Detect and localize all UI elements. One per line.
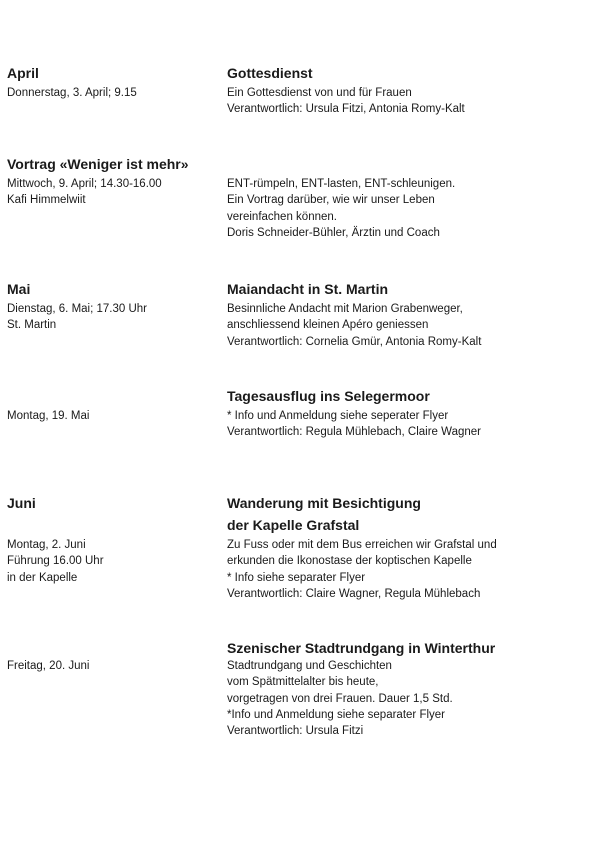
event-description-line: Verantwortlich: Ursula Fitzi, Antonia Romy-Kalt (227, 103, 465, 116)
event-date-line: Montag, 19. Mai (7, 410, 90, 422)
event-description-line: anschliessend kleinen Apéro geniessen (227, 319, 429, 332)
event-title: Wanderung mit Besichtigung (227, 495, 421, 511)
event-description-line: Stadtrundgang und Geschichten (227, 660, 392, 672)
event-description (227, 176, 455, 241)
event-description-line: * Info siehe separater Flyer (227, 571, 366, 584)
event-description-line: * Info und Anmeldung siehe seperater Flyer (227, 410, 449, 422)
event-date-line: Mittwoch, 9. April; 14.30-16.00 (7, 178, 162, 190)
event-date-line: Donnerstag, 3. April; 9.15 (7, 87, 137, 99)
event-description (227, 537, 497, 602)
event-description-line: Verantwortlich: Cornelia Gmür, Antonia Romy-Kalt (227, 335, 482, 348)
event-date (7, 408, 89, 424)
event-description (227, 658, 453, 739)
event-description-line: Besinnliche Andacht mit Marion Grabenweger, (227, 303, 463, 315)
event-title: Gottesdienst (227, 65, 313, 81)
event-description-line: vorgetragen von drei Frauen. Dauer 1,5 Std. (227, 692, 453, 705)
event-location: St. Martin (7, 319, 57, 332)
event-date-line: Montag, 2. Juni (7, 539, 86, 551)
event-description-line: vereinfachen können. (227, 210, 337, 223)
event-date (7, 176, 162, 209)
event-description-line: Ein Gottesdienst von und für Frauen (227, 87, 412, 99)
event-description (227, 301, 481, 350)
event-description-line: Doris Schneider-Bühler, Ärztin und Coach (227, 226, 440, 239)
event-title-vortrag: Vortrag «Weniger ist mehr» (7, 156, 189, 172)
event-location: in der Kapelle (7, 571, 78, 584)
event-description (227, 408, 481, 441)
event-description-line: Zu Fuss oder mit dem Bus erreichen wir Grafstal und (227, 539, 497, 551)
month-heading-mai: Mai (7, 281, 31, 297)
event-title: Maiandacht in St. Martin (227, 281, 389, 297)
event-date (7, 85, 137, 101)
event-time: Führung 16.00 Uhr (7, 555, 104, 568)
event-date (7, 658, 89, 674)
month-heading-april: April (7, 65, 39, 81)
event-description-line: Verantwortlich: Ursula Fitzi (227, 725, 364, 738)
event-title-line-2: der Kapelle Grafstal (227, 517, 360, 533)
event-description-line: Verantwortlich: Claire Wagner, Regula Mühlebach (227, 587, 481, 600)
month-heading-juni: Juni (7, 495, 36, 511)
event-date-line: Dienstag, 6. Mai; 17.30 Uhr (7, 303, 147, 315)
event-location: Kafi Himmelwiit (7, 194, 86, 207)
event-date (7, 301, 147, 334)
event-title: Tagesausflug ins Selegermoor (227, 388, 430, 404)
event-description-line: ENT-rümpeln, ENT-lasten, ENT-schleunigen. (227, 178, 456, 190)
event-description-line: Ein Vortrag darüber, wie wir unser Leben (227, 194, 435, 207)
event-description-line: *Info und Anmeldung siehe separater Flyer (227, 708, 445, 721)
event-date (7, 537, 104, 586)
event-description-line: vom Spätmittelalter bis heute, (227, 676, 379, 689)
event-title: Szenischer Stadtrundgang in Winterthur (227, 640, 496, 656)
event-date-line: Freitag, 20. Juni (7, 660, 90, 672)
event-description-line: erkunden die Ikonostase der koptischen Kapelle (227, 555, 472, 568)
event-description-line: Verantwortlich: Regula Mühlebach, Claire Wagner (227, 426, 481, 439)
event-description (227, 85, 465, 118)
